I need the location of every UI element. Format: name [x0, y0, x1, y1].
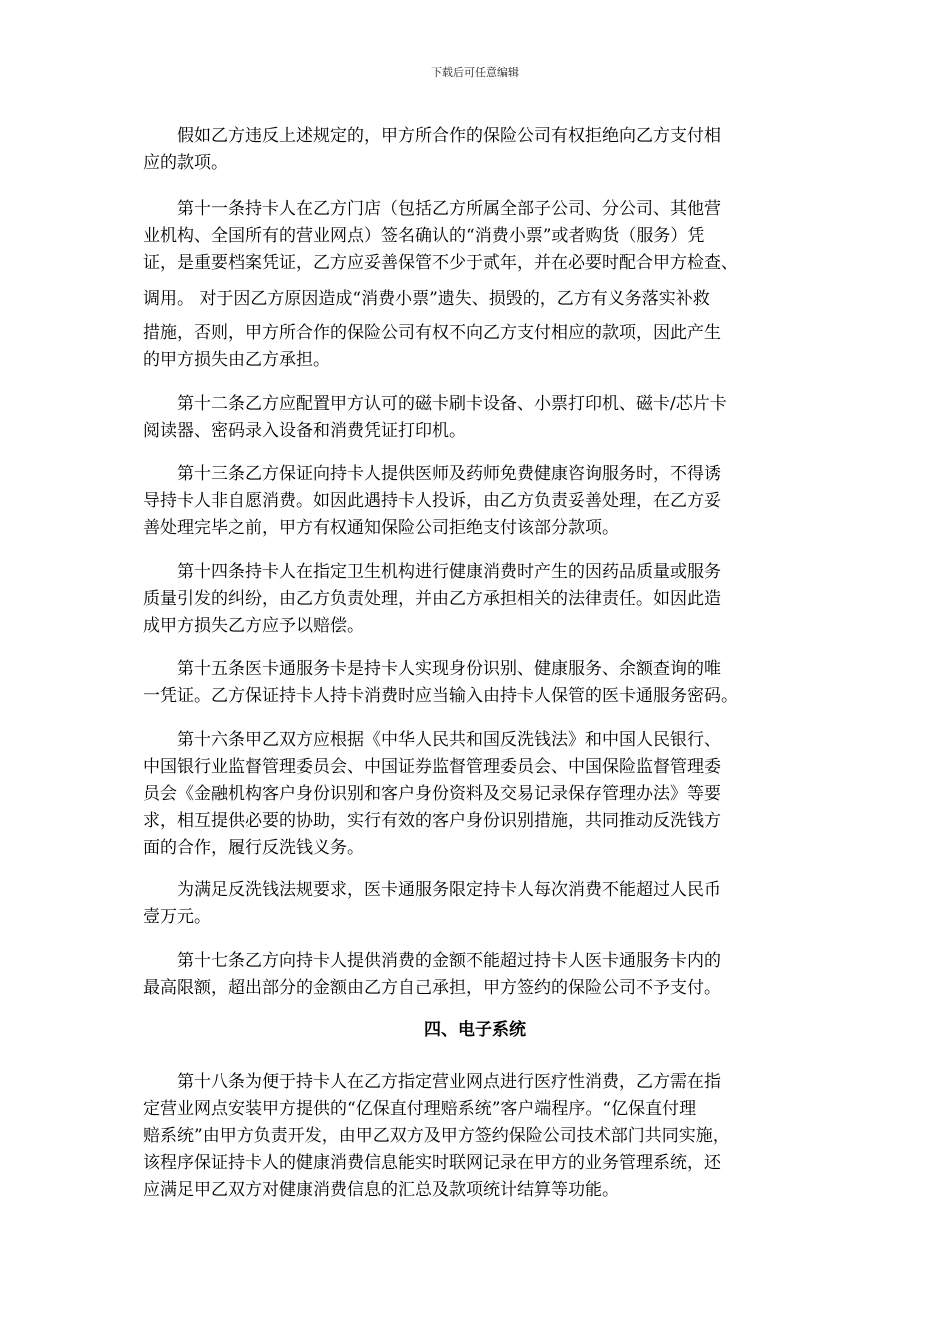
text-line: 面的合作，履行反洗钱义务。 [143, 838, 364, 858]
paragraph-article-13 [143, 461, 811, 542]
section-heading: 四、电子系统 [424, 1020, 526, 1040]
text-line: 第十二条乙方应配置甲方认可的磁卡刷卡设备、小票打印机、磁卡/芯片卡 [143, 394, 727, 414]
text-line: 中国银行业监督管理委员会、中国证券监督管理委员会、中国保险监督管理委 [143, 757, 721, 777]
text-line: 第十八条为便于持卡人在乙方指定营业网点进行医疗性消费，乙方需在指 [143, 1072, 721, 1092]
text-line: 导持卡人非自愿消费。如因此遇持卡人投诉，由乙方负责妥善处理，在乙方妥 [143, 491, 721, 511]
text-line: 求，相互提供必要的协助，实行有效的客户身份识别措施，共同推动反洗钱方 [143, 811, 721, 831]
paragraph-article-15 [143, 656, 811, 710]
text-line: 应的款项。 [143, 153, 228, 173]
page-header: 下载后可任意编辑 [431, 66, 519, 79]
text-line: 第十七条乙方向持卡人提供消费的金额不能超过持卡人医卡通服务卡内的 [143, 951, 721, 971]
text-line: 成甲方损失乙方应予以赔偿。 [143, 616, 364, 636]
text-line: 第十三条乙方保证向持卡人提供医师及药师免费健康咨询服务时，不得诱 [143, 464, 721, 484]
paragraph-article-11 [143, 196, 811, 374]
text-line: 壹万元。 [143, 907, 211, 927]
text-line: 第十六条甲乙双方应根据《中华人民共和国反洗钱法》和中国人民银行、 [143, 730, 721, 750]
text-line: 第十一条持卡人在乙方门店（包括乙方所属全部子公司、分公司、其他营 [143, 199, 721, 219]
paragraph-article-17 [143, 948, 811, 1002]
text-line: 赔系统”由甲方负责开发，由甲乙双方及甲方签约保险公司技术部门共同实施， [143, 1126, 730, 1146]
text-line: 为满足反洗钱法规要求，医卡通服务限定持卡人每次消费不能超过人民币 [143, 880, 721, 900]
text-line: 该程序保证持卡人的健康消费信息能实时联网记录在甲方的业务管理系统，还 [143, 1153, 721, 1173]
paragraph-article-14 [143, 559, 811, 640]
text-line: 证，是重要档案凭证，乙方应妥善保管不少于贰年，并在必要时配合甲方检查、 [143, 253, 738, 273]
text-line: 调用。 对于因乙方原因造成“消费小票”遗失、损毁的，乙方有义务落实补救 [143, 289, 710, 309]
text-line: 假如乙方违反上述规定的，甲方所合作的保险公司有权拒绝向乙方支付相 [143, 126, 721, 146]
text-line: 第十四条持卡人在指定卫生机构进行健康消费时产生的因药品质量或服务 [143, 562, 721, 582]
text-line: 措施，否则，甲方所合作的保险公司有权不向乙方支付相应的款项，因此产生 [143, 323, 721, 343]
text-line: 第十五条医卡通服务卡是持卡人实现身份识别、健康服务、余额查询的唯 [143, 659, 721, 679]
text-line: 质量引发的纠纷，由乙方负责处理，并由乙方承担相关的法律责任。如因此造 [143, 589, 721, 609]
paragraph-article-18 [143, 1069, 811, 1204]
text-line: 应满足甲乙双方对健康消费信息的汇总及款项统计结算等功能。 [143, 1180, 619, 1200]
text-line: 最高限额，超出部分的金额由乙方自己承担，甲方签约的保险公司不予支付。 [143, 978, 721, 998]
text-line: 员会《金融机构客户身份识别和客户身份资料及交易记录保存管理办法》等要 [143, 784, 721, 804]
text-line: 的甲方损失由乙方承担。 [143, 350, 330, 370]
paragraph-article-16 [143, 727, 811, 862]
text-line: 一凭证。乙方保证持卡人持卡消费时应当输入由持卡人保管的医卡通服务密码。 [143, 686, 738, 706]
text-line: 定营业网点安装甲方提供的“亿保直付理赔系统”客户端程序。“亿保直付理 [143, 1099, 697, 1119]
text-line: 业机构、全国所有的营业网点）签名确认的“消费小票”或者购货（服务）凭 [143, 226, 705, 246]
paragraph-anti-money-laundering [143, 877, 811, 931]
text-line: 阅读器、密码录入设备和消费凭证打印机。 [143, 421, 466, 441]
paragraph-article-12 [143, 391, 811, 445]
text-line: 善处理完毕之前，甲方有权通知保险公司拒绝支付该部分款项。 [143, 518, 619, 538]
paragraph-1 [143, 123, 811, 177]
